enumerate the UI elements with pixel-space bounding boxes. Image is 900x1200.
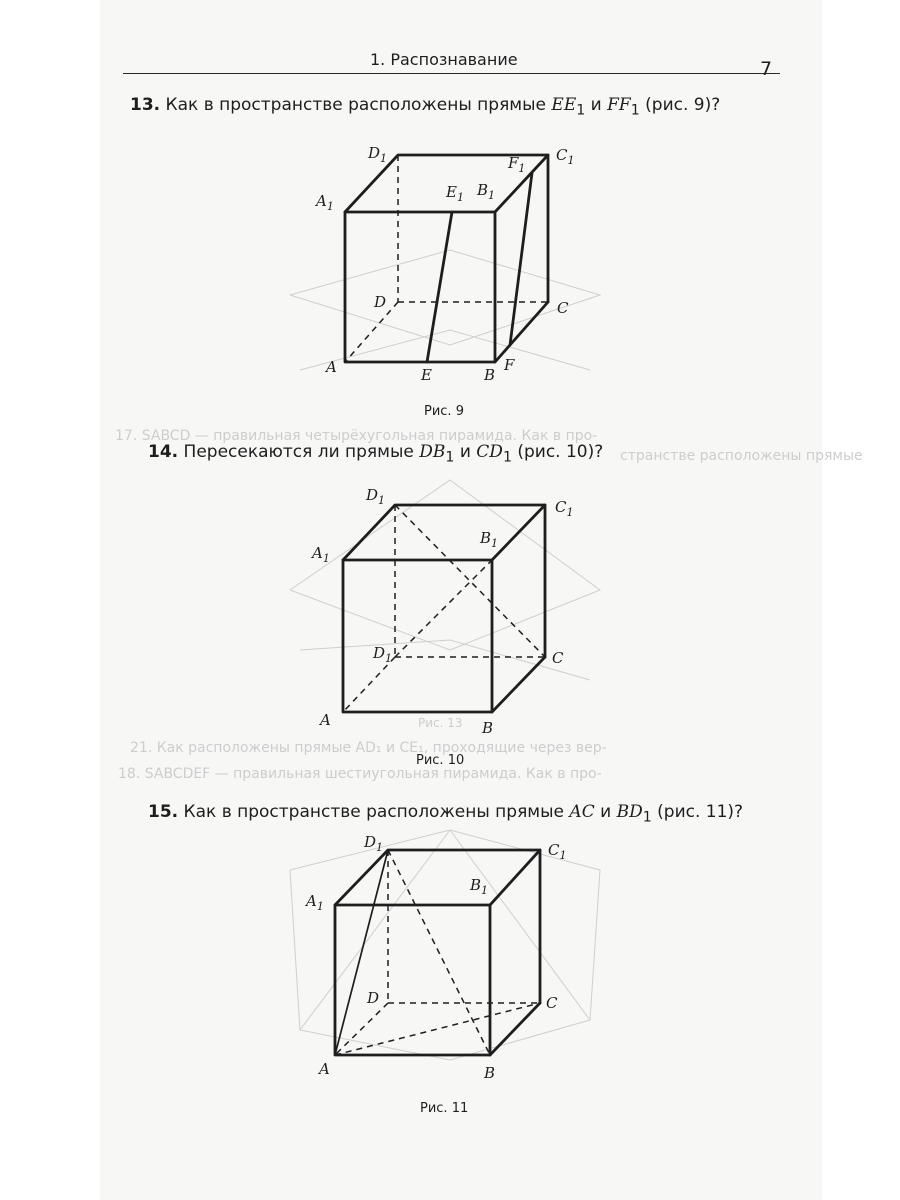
bleed-through-text: 21. Как расположены прямые AD₁ и CE₁, проходящие через вер- — [130, 740, 607, 756]
vertex-label: C — [552, 649, 564, 667]
vertex-label: A — [319, 1060, 330, 1078]
problem-text: Как в пространстве расположены прямые — [183, 802, 565, 822]
problem-joiner: и — [600, 802, 612, 822]
problem-number: 14. — [148, 442, 179, 462]
bleed-through-caption: Рис. 13 — [418, 716, 463, 730]
vertex-label: $B_1$ — [480, 529, 499, 550]
figure-caption: Рис. 10 — [416, 753, 465, 768]
problem-number: 13. — [130, 95, 161, 115]
vertex-label: A — [320, 711, 331, 729]
figure-10-labels — [310, 486, 573, 737]
vertex-label: $E_1$ — [446, 183, 464, 204]
problem-joiner: и — [590, 95, 602, 115]
vertex-label: A — [326, 358, 337, 376]
vertex-label: E — [421, 366, 432, 384]
problem-number: 15. — [148, 802, 179, 822]
bleed-through-text: странстве расположены прямые — [620, 448, 863, 464]
vertex-label: $F_1$ — [508, 154, 526, 175]
subscript: 1 — [445, 449, 455, 466]
vertex-label: C — [557, 299, 569, 317]
subscript: 1 — [642, 809, 652, 826]
line-name: EE — [551, 95, 577, 115]
line-name: AC — [569, 802, 595, 822]
vertex-label: B — [484, 1064, 496, 1082]
figure-caption: Рис. 9 — [424, 404, 464, 419]
vertex-label: B — [482, 719, 494, 737]
vertex-label: $B_1$ — [477, 181, 496, 202]
bleed-through-text: 18. SABCDEF — правильная шестиугольная пирамида. Как в про- — [118, 766, 602, 782]
subscript: 1 — [502, 449, 512, 466]
vertex-label: $C_1$ — [548, 841, 567, 862]
subscript: 1 — [630, 102, 640, 119]
figure-10-cube — [343, 505, 545, 712]
subscript: 1 — [576, 102, 586, 119]
vertex-label: C — [546, 994, 558, 1012]
figure-caption: Рис. 11 — [420, 1101, 469, 1116]
problem-text: Как в пространстве расположены прямые — [165, 95, 547, 115]
figure-11-cube — [335, 850, 540, 1055]
vertex-label: $A_1$ — [306, 892, 324, 913]
bleed-through-text: 17. SABCD — правильная четырёхугольная пирамида. Как в про- — [115, 428, 598, 444]
vertex-label: F — [504, 356, 515, 374]
vertex-label: $B_1$ — [470, 876, 489, 897]
section-title: 1. Распознавание — [370, 50, 518, 69]
vertex-label: $D_1$ — [366, 486, 386, 507]
problem-joiner: и — [459, 442, 471, 462]
vertex-label: $D_1$ — [364, 833, 384, 854]
vertex-label: $A_1$ — [312, 544, 330, 565]
problem-text: Пересекаются ли прямые — [183, 442, 414, 462]
vertex-label: $C_1$ — [556, 146, 575, 167]
line-name: CD — [476, 442, 503, 462]
line-name: DB — [419, 442, 446, 462]
figure-11-labels — [304, 833, 566, 1082]
vertex-label: $C_1$ — [555, 498, 574, 519]
vertex-label: $A_1$ — [316, 192, 334, 213]
vertex-label: $D_1$ — [368, 144, 388, 165]
page-number: 7 — [760, 58, 773, 80]
figure-reference: (рис. 9)? — [645, 95, 721, 115]
vertex-label: D — [374, 293, 387, 311]
vertex-label: D — [367, 989, 380, 1007]
vertex-label: B — [484, 366, 496, 384]
line-name: BD — [616, 802, 643, 822]
vertex-label: $D_1$ — [373, 644, 393, 665]
line-name: FF — [607, 95, 631, 115]
figure-reference: (рис. 10)? — [517, 442, 604, 462]
figure-reference: (рис. 11)? — [657, 802, 744, 822]
